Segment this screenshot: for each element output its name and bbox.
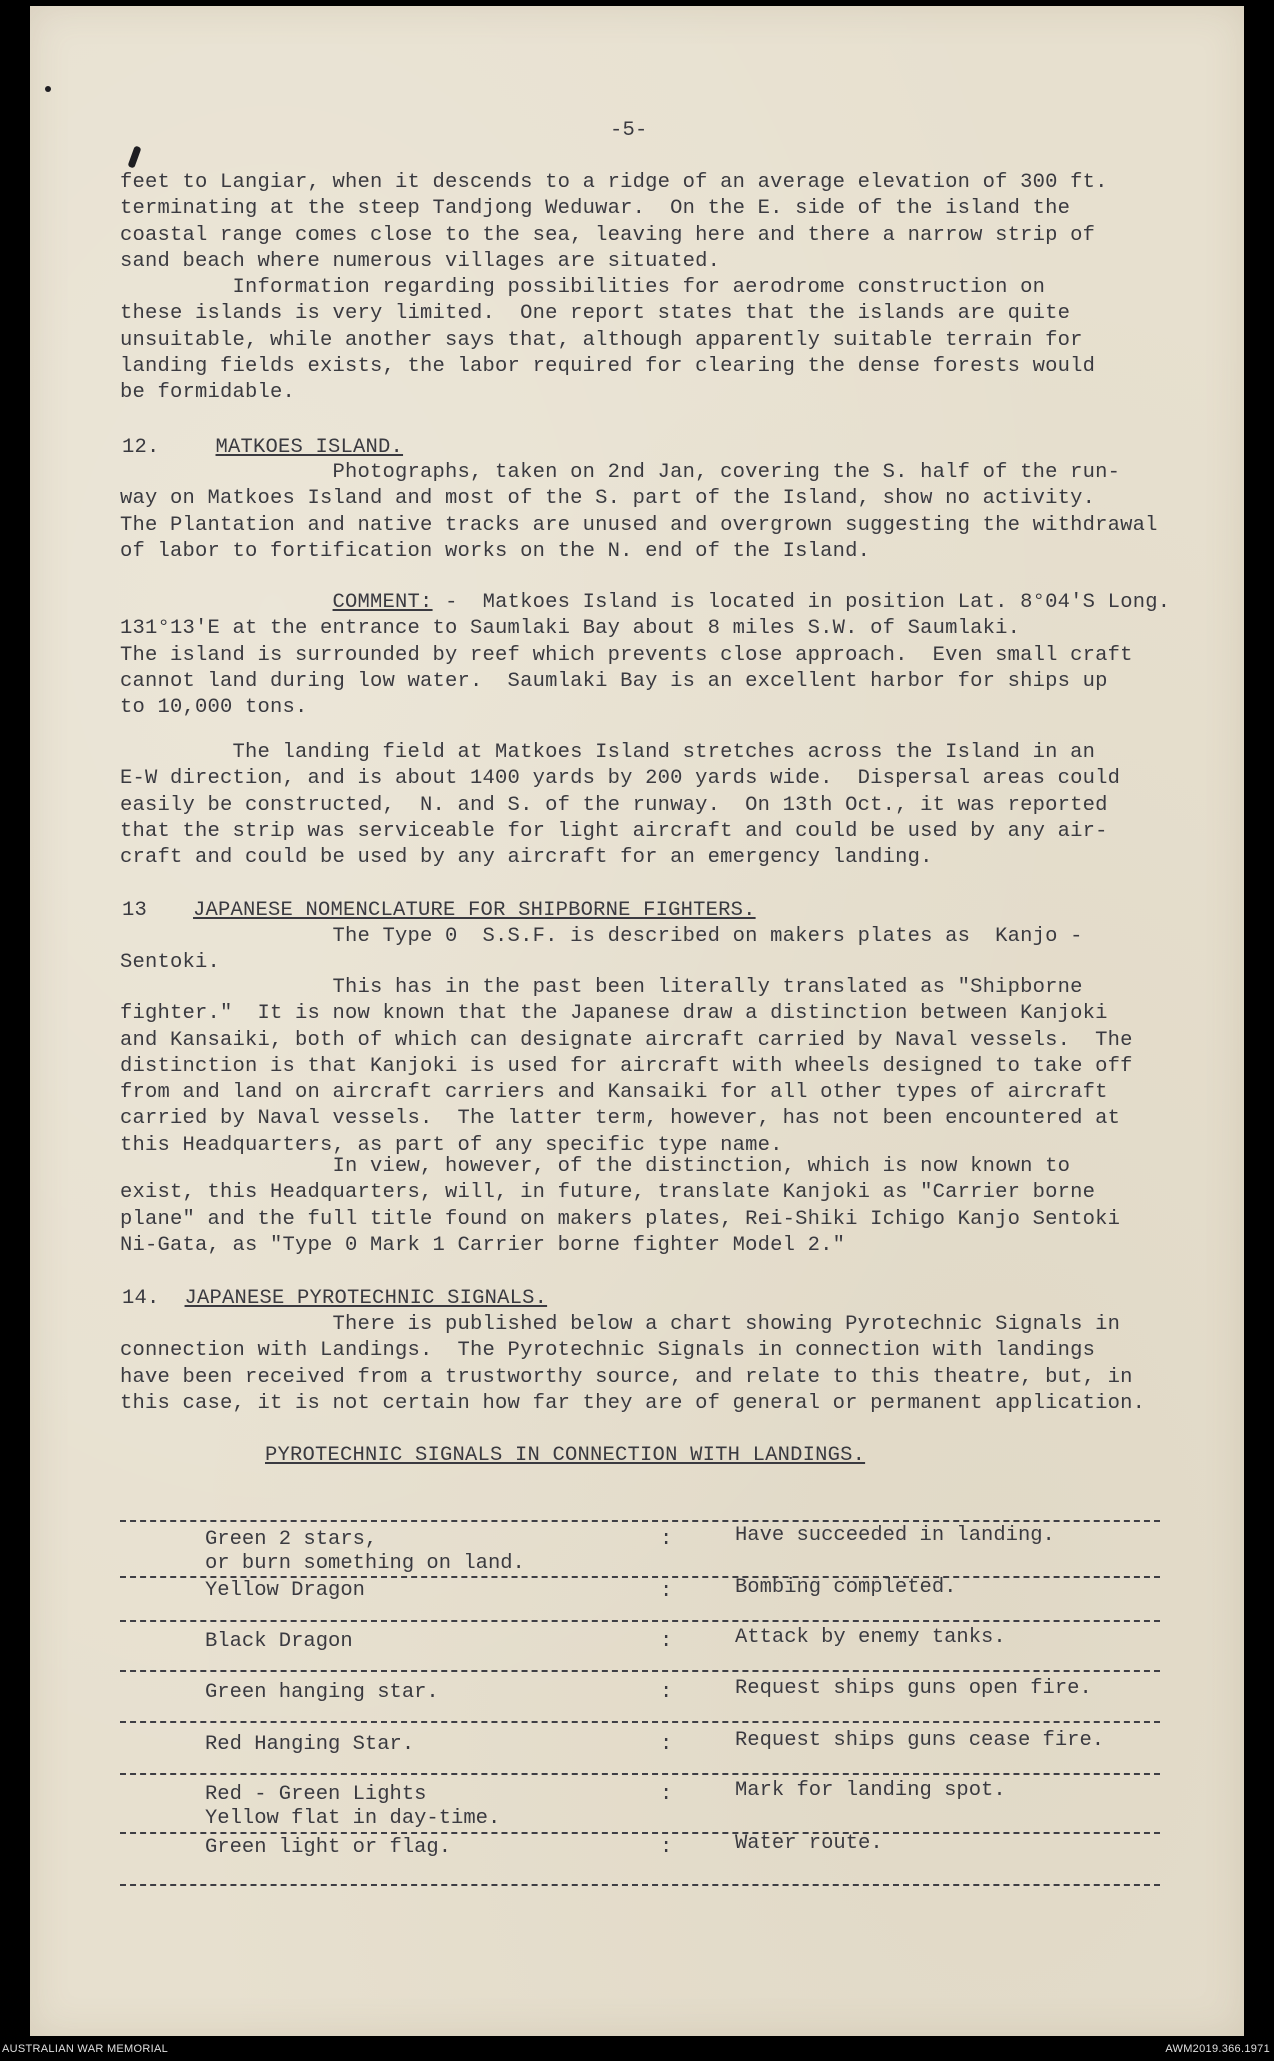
chart-rule	[120, 1721, 1160, 1723]
section-12-number: 12.	[122, 436, 160, 459]
chart-rule	[120, 1884, 1160, 1886]
meaning-cell: Attack by enemy tanks.	[735, 1626, 1006, 1649]
section-13-title: JAPANESE NOMENCLATURE FOR SHIPBORNE FIGHTERS.	[193, 899, 756, 922]
footer-accession-number: AWM2019.366.1971	[1165, 2043, 1270, 2055]
section-14-number: 14.	[122, 1287, 160, 1310]
section-14-heading	[122, 1286, 547, 1312]
page-number: -5-	[610, 119, 648, 142]
signal-cell: Green hanging star.	[205, 1681, 439, 1704]
meaning-cell: Water route.	[735, 1832, 883, 1855]
meaning-cell: Request ships guns cease fire.	[735, 1729, 1105, 1752]
separator: :	[660, 1836, 673, 1859]
signal-cell: Green light or flag.	[205, 1836, 452, 1859]
meaning-cell: Bombing completed.	[735, 1576, 957, 1599]
section-13-paragraph-1: The Type 0 S.S.F. is described on makers plates as Kanjo - Sentoki.	[120, 925, 1083, 975]
section-12-paragraph-1: Photographs, taken on 2nd Jan, covering the S. half of the run- way on Matkoes Island and most of the S. part of the Island, show no activity. The Plantation and native tracks are unused and overgrown suggesting the withdrawal of labor to fortification works on the N. end of the Island.	[120, 461, 1158, 563]
signal-cell: Green 2 stars, or burn something on land.	[205, 1528, 525, 1575]
signal-cell: Red Hanging Star.	[205, 1733, 415, 1756]
intro-paragraph-2: Information regarding possibilities for aerodrome construction on these islands is very limited. One report states that the islands are quite unsuitable, while another says that, although apparently suitable terrain for landing fields exists, the labor required for clearing the dense forests would be formidable.	[120, 276, 1096, 405]
section-13-paragraph-2: This has in the past been literally translated as "Shipborne fighter." It is now known that the Japanese draw a distinction between Kanjoki and Kansaiki, both of which can designate aircraft carried by Naval vessels. The distinction is that Kanjoki is used for aircraft with wheels designed to take off from and land on aircraft carriers and Kansaiki for all other types of aircraft carried by Naval vessels. The latter term, however, has not been encountered at this Headquarters, as part of any specific type name.	[120, 976, 1133, 1157]
comment-text: - Matkoes Island is located in position Lat. 8°04'S Long. 131°13'E at the entrance to Saumlaki Bay about 8 miles S.W. of Saumlaki. The island is surrounded by reef which prevents close approach. Even small craft cannot land during low water. Saumlaki Bay is an excellent harbor for ships up to 10,000 tons.	[120, 591, 1171, 720]
chart-rule	[120, 1832, 1160, 1834]
chart-title: PYROTECHNIC SIGNALS IN CONNECTION WITH LANDINGS.	[265, 1444, 866, 1467]
chart-rule	[120, 1520, 1160, 1522]
section-14-paragraph-1: There is published below a chart showing Pyrotechnic Signals in connection with Landings. The Pyrotechnic Signals in connection with landings have been received from a trustworthy source, and relate to this theatre, but, in this case, it is not certain how far they are of general or permanent application.	[120, 1313, 1146, 1415]
separator: :	[660, 1733, 673, 1756]
meaning-cell: Have succeeded in landing.	[735, 1524, 1055, 1547]
separator: :	[660, 1630, 673, 1653]
footer-credit: AUSTRALIAN WAR MEMORIAL	[2, 2043, 169, 2055]
chart-rule	[120, 1620, 1160, 1622]
section-13-paragraph-3: In view, however, of the distinction, which is now known to exist, this Headquarters, will, in future, translate Kanjoki as "Carrier borne plane" and the full title found on makers plates, Rei-Shiki Ichigo Kanjo Sentoki Ni-Gata, as "Type 0 Mark 1 Carrier borne fighter Model 2."	[120, 1155, 1121, 1257]
chart-rule	[120, 1576, 1160, 1578]
chart-rule	[120, 1670, 1160, 1672]
section-12-paragraph-2: The landing field at Matkoes Island stretches across the Island in an E-W direction, and is about 1400 yards by 200 yards wide. Dispersal areas could easily be constructed, N. and S. of the runway. On 13th Oct., it was reported that the strip was serviceable for light aircraft and could be used by any air- craft and could be used by any aircraft for an emergency landing.	[120, 741, 1121, 870]
chart-rule	[120, 1773, 1160, 1775]
separator: :	[660, 1580, 673, 1603]
section-13-number: 13	[122, 899, 148, 922]
ink-speck	[45, 86, 51, 92]
section-13-heading	[122, 898, 756, 924]
section-12-comment	[120, 590, 1170, 721]
comment-label: COMMENT:	[332, 591, 433, 614]
meaning-cell: Request ships guns open fire.	[735, 1677, 1092, 1700]
separator: :	[660, 1528, 673, 1551]
signal-cell: Black Dragon	[205, 1630, 353, 1653]
meaning-cell: Mark for landing spot.	[735, 1779, 1006, 1802]
intro-paragraph-1: feet to Langiar, when it descends to a ridge of an average elevation of 300 ft. terminating at the steep Tandjong Weduwar. On the E. side of the island the coastal range comes close to the sea, leaving here and there a narrow strip of sand beach where numerous villages are situated.	[120, 171, 1108, 273]
separator: :	[660, 1783, 673, 1806]
section-14-title: JAPANESE PYROTECHNIC SIGNALS.	[184, 1287, 548, 1310]
signal-cell: Red - Green Lights Yellow flat in day-time.	[205, 1783, 501, 1830]
separator: :	[660, 1681, 673, 1704]
section-12-title: MATKOES ISLAND.	[215, 436, 404, 459]
signal-cell: Yellow Dragon	[205, 1579, 365, 1602]
section-12-heading	[122, 435, 403, 461]
